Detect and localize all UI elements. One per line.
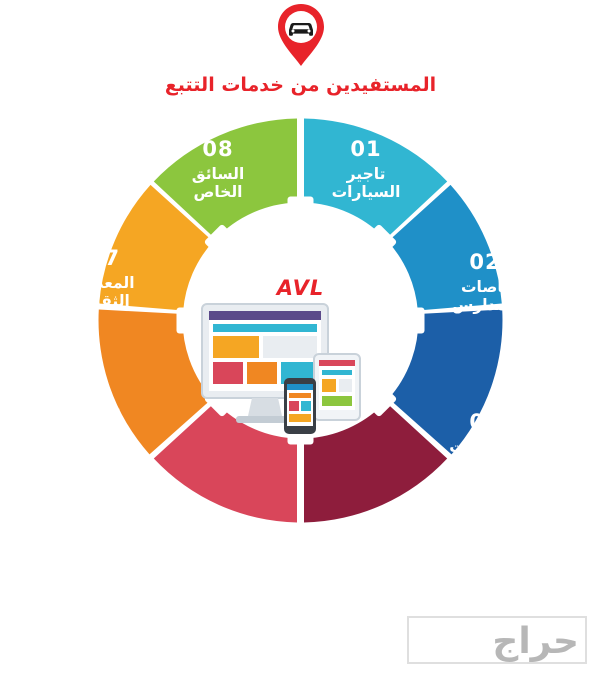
segment-title: تاجير السيارات bbox=[331, 164, 401, 202]
segment-label-03[interactable] bbox=[430, 410, 540, 456]
segment-label-02[interactable] bbox=[430, 250, 540, 314]
segment-number: 03 bbox=[469, 410, 501, 434]
segment-label-01[interactable] bbox=[318, 137, 414, 201]
segment-title: شركات المقاولات bbox=[182, 547, 258, 585]
watermark bbox=[397, 612, 587, 666]
segment-title: المعدات الثقيلة bbox=[74, 273, 135, 311]
segment-number: 04 bbox=[356, 520, 388, 544]
devices-illustration bbox=[196, 300, 396, 450]
segment-number: 06 bbox=[91, 405, 123, 429]
segment-number: 08 bbox=[202, 137, 234, 161]
segment-title: باصات المدارس bbox=[451, 277, 519, 315]
segment-title: السائق الخاص bbox=[191, 164, 245, 202]
segment-label-07[interactable] bbox=[52, 246, 157, 310]
segment-label-04[interactable] bbox=[318, 520, 426, 584]
segment-number: 07 bbox=[88, 246, 121, 270]
segment-number: 02 bbox=[469, 250, 501, 274]
watermark-text: حراج bbox=[492, 621, 579, 662]
car-map-pin-icon bbox=[266, 2, 336, 68]
segment-title: الشاحنات bbox=[449, 437, 521, 456]
segment-label-06[interactable] bbox=[52, 405, 162, 469]
segment-label-08[interactable] bbox=[168, 137, 268, 201]
segment-title: توصيل المطاعم bbox=[339, 547, 405, 585]
segment-label-05[interactable] bbox=[165, 520, 275, 584]
segment-number: 05 bbox=[204, 520, 236, 544]
segment-title: مناديب المبيعات bbox=[74, 432, 140, 470]
center-label: AVL bbox=[276, 276, 325, 300]
segment-number: 01 bbox=[350, 137, 382, 161]
page-title: المستفيدين من خدمات التتبع bbox=[164, 74, 437, 96]
